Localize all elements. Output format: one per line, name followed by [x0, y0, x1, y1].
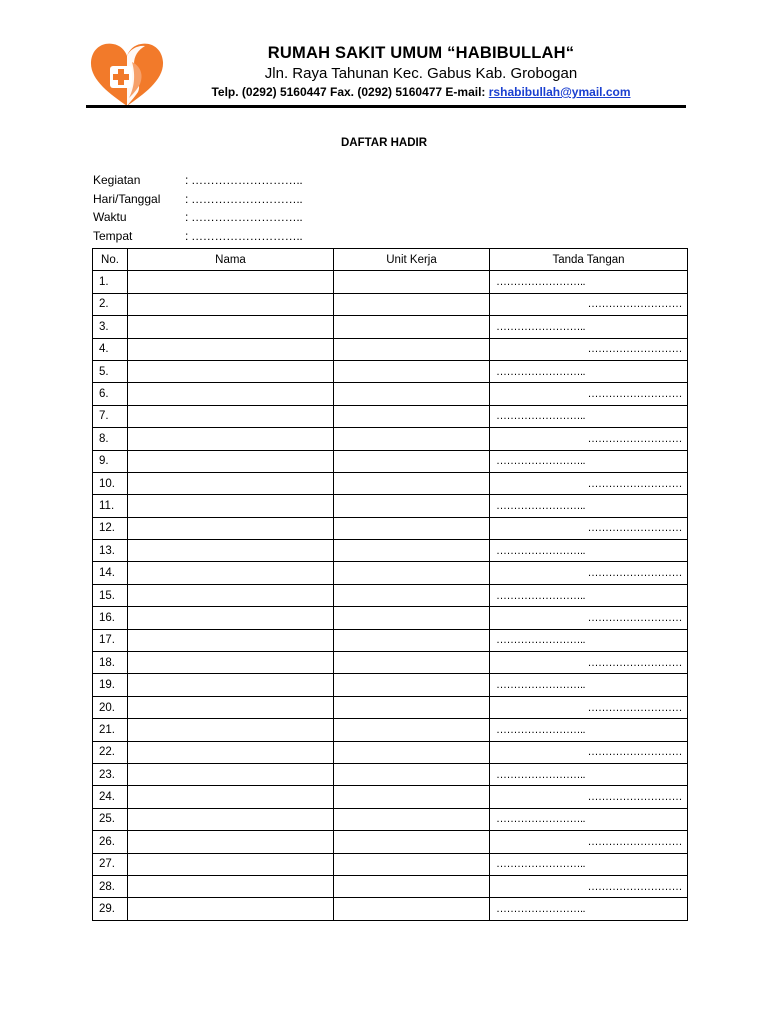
unit-cell[interactable]	[334, 472, 490, 494]
name-cell[interactable]	[128, 517, 334, 539]
row-number: 17.	[93, 629, 128, 651]
name-cell[interactable]	[128, 562, 334, 584]
signature-cell[interactable]: ………………………	[490, 607, 688, 629]
table-row	[93, 652, 688, 674]
info-label: Waktu	[93, 210, 127, 224]
unit-cell[interactable]	[334, 517, 490, 539]
table-row	[93, 831, 688, 853]
table-row	[93, 338, 688, 360]
signature-cell[interactable]: ………………………	[490, 472, 688, 494]
name-cell[interactable]	[128, 540, 334, 562]
unit-cell[interactable]	[334, 540, 490, 562]
unit-cell[interactable]	[334, 719, 490, 741]
row-number: 25.	[93, 808, 128, 830]
hospital-name: RUMAH SAKIT UMUM “HABIBULLAH“	[267, 44, 575, 62]
row-number: 15.	[93, 584, 128, 606]
info-fields	[93, 173, 302, 247]
signature-cell[interactable]: ………………………	[490, 786, 688, 808]
unit-cell[interactable]	[334, 293, 490, 315]
row-number: 9.	[93, 450, 128, 472]
row-number: 11.	[93, 495, 128, 517]
row-number: 2.	[93, 293, 128, 315]
name-cell[interactable]	[128, 338, 334, 360]
name-cell[interactable]	[128, 383, 334, 405]
table-row	[93, 763, 688, 785]
unit-cell[interactable]	[334, 763, 490, 785]
signature-cell[interactable]: ………………………	[490, 517, 688, 539]
unit-cell[interactable]	[334, 584, 490, 606]
row-number: 26.	[93, 831, 128, 853]
name-cell[interactable]	[128, 293, 334, 315]
name-cell[interactable]	[128, 495, 334, 517]
table-row	[93, 584, 688, 606]
unit-cell[interactable]	[334, 629, 490, 651]
name-cell[interactable]	[128, 696, 334, 718]
signature-cell[interactable]: ……………………..	[490, 450, 688, 472]
table-row	[93, 405, 688, 427]
row-number: 20.	[93, 696, 128, 718]
table-row	[93, 316, 688, 338]
table-row	[93, 607, 688, 629]
row-number: 29.	[93, 898, 128, 920]
row-number: 12.	[93, 517, 128, 539]
attendance-table	[92, 248, 688, 921]
signature-cell[interactable]: ………………………	[490, 875, 688, 897]
name-cell[interactable]	[128, 831, 334, 853]
table-body	[93, 271, 688, 920]
unit-cell[interactable]	[334, 831, 490, 853]
name-cell[interactable]	[128, 405, 334, 427]
info-label: Hari/Tanggal	[93, 191, 161, 206]
info-value[interactable]: : ………………………..	[185, 173, 303, 187]
info-row-hari-tanggal	[93, 192, 302, 211]
name-cell[interactable]	[128, 472, 334, 494]
table-row	[93, 293, 688, 315]
name-cell[interactable]	[128, 853, 334, 875]
signature-cell[interactable]: ……………………..	[490, 808, 688, 830]
row-number: 21.	[93, 719, 128, 741]
table-row	[93, 495, 688, 517]
row-number: 1.	[93, 271, 128, 293]
info-value[interactable]: : ………………………..	[185, 228, 303, 243]
row-number: 24.	[93, 786, 128, 808]
signature-cell[interactable]: ………………………	[490, 652, 688, 674]
unit-cell[interactable]	[334, 495, 490, 517]
table-row	[93, 383, 688, 405]
signature-cell[interactable]: ……………………..	[490, 629, 688, 651]
row-number: 28.	[93, 875, 128, 897]
table-row	[93, 428, 688, 450]
unit-cell[interactable]	[334, 652, 490, 674]
name-cell[interactable]	[128, 629, 334, 651]
unit-cell[interactable]	[334, 696, 490, 718]
email-link[interactable]: rshabibullah@ymail.com	[488, 85, 631, 99]
unit-cell[interactable]	[334, 383, 490, 405]
table-row	[93, 808, 688, 830]
table-row	[93, 450, 688, 472]
signature-cell[interactable]: ……………………..	[490, 540, 688, 562]
table-row	[93, 741, 688, 763]
row-number: 6.	[93, 383, 128, 405]
table-row	[93, 472, 688, 494]
row-number: 7.	[93, 405, 128, 427]
table-row	[93, 562, 688, 584]
info-row-tempat	[93, 229, 302, 248]
unit-cell[interactable]	[334, 360, 490, 382]
row-number: 23.	[93, 763, 128, 785]
table-row	[93, 674, 688, 696]
signature-cell[interactable]: ………………………	[490, 562, 688, 584]
unit-cell[interactable]	[334, 338, 490, 360]
unit-cell[interactable]	[334, 741, 490, 763]
unit-cell[interactable]	[334, 875, 490, 897]
row-number: 3.	[93, 316, 128, 338]
row-number: 27.	[93, 853, 128, 875]
unit-cell[interactable]	[334, 853, 490, 875]
signature-cell[interactable]: ……………………..	[490, 271, 688, 293]
name-cell[interactable]	[128, 607, 334, 629]
info-value[interactable]: : ………………………..	[185, 191, 303, 206]
header-divider	[86, 105, 686, 108]
name-cell[interactable]	[128, 719, 334, 741]
row-number: 18.	[93, 652, 128, 674]
hospital-address: Jln. Raya Tahunan Kec. Gabus Kab. Grobogan	[264, 65, 578, 82]
table-row	[93, 271, 688, 293]
signature-cell[interactable]: ……………………..	[490, 584, 688, 606]
info-label: Tempat	[93, 228, 133, 243]
name-cell[interactable]	[128, 316, 334, 338]
unit-cell[interactable]	[334, 786, 490, 808]
signature-cell[interactable]: ……………………..	[490, 763, 688, 785]
row-number: 16.	[93, 607, 128, 629]
name-cell[interactable]	[128, 674, 334, 696]
column-header-unit-kerja: Unit Kerja	[334, 249, 490, 271]
name-cell[interactable]	[128, 808, 334, 830]
signature-cell[interactable]: ……………………..	[490, 495, 688, 517]
table-row	[93, 719, 688, 741]
signature-cell[interactable]: ……………………..	[490, 674, 688, 696]
signature-cell[interactable]: ……………………..	[490, 898, 688, 920]
unit-cell[interactable]	[334, 674, 490, 696]
name-cell[interactable]	[128, 584, 334, 606]
signature-cell[interactable]: ……………………..	[490, 853, 688, 875]
signature-cell[interactable]: ………………………	[490, 338, 688, 360]
name-cell[interactable]	[128, 763, 334, 785]
unit-cell[interactable]	[334, 316, 490, 338]
hospital-contact	[176, 85, 666, 99]
unit-cell[interactable]	[334, 405, 490, 427]
name-cell[interactable]	[128, 450, 334, 472]
row-number: 14.	[93, 562, 128, 584]
name-cell[interactable]	[128, 875, 334, 897]
unit-cell[interactable]	[334, 271, 490, 293]
table-row	[93, 540, 688, 562]
name-cell[interactable]	[128, 898, 334, 920]
info-row-waktu	[93, 210, 302, 229]
signature-cell[interactable]: ……………………..	[490, 360, 688, 382]
table-row	[93, 696, 688, 718]
table-row	[93, 360, 688, 382]
unit-cell[interactable]	[334, 808, 490, 830]
name-cell[interactable]	[128, 360, 334, 382]
document-title: DAFTAR HADIR	[340, 137, 428, 149]
signature-cell[interactable]: ……………………..	[490, 316, 688, 338]
name-cell[interactable]	[128, 652, 334, 674]
signature-cell[interactable]: ………………………	[490, 428, 688, 450]
name-cell[interactable]	[128, 428, 334, 450]
row-number: 10.	[93, 472, 128, 494]
column-header-tanda-tangan: Tanda Tangan	[490, 249, 688, 271]
signature-cell[interactable]: ………………………	[490, 383, 688, 405]
row-number: 8.	[93, 428, 128, 450]
unit-cell[interactable]	[334, 607, 490, 629]
name-cell[interactable]	[128, 271, 334, 293]
info-row-kegiatan	[93, 173, 302, 192]
signature-cell[interactable]: ………………………	[490, 293, 688, 315]
table-header-row	[93, 249, 688, 271]
row-number: 22.	[93, 741, 128, 763]
contact-text: Telp. (0292) 5160447 Fax. (0292) 5160477 E-mail:	[211, 85, 489, 99]
column-header-nama: Nama	[128, 249, 334, 271]
signature-cell[interactable]: ……………………..	[490, 405, 688, 427]
unit-cell[interactable]	[334, 428, 490, 450]
signature-cell[interactable]: ………………………	[490, 831, 688, 853]
signature-cell[interactable]: ………………………	[490, 696, 688, 718]
row-number: 19.	[93, 674, 128, 696]
info-label: Kegiatan	[93, 173, 141, 187]
unit-cell[interactable]	[334, 450, 490, 472]
unit-cell[interactable]	[334, 562, 490, 584]
row-number: 4.	[93, 338, 128, 360]
unit-cell[interactable]	[334, 898, 490, 920]
hospital-logo-icon	[88, 40, 166, 110]
table-row	[93, 898, 688, 920]
row-number: 13.	[93, 540, 128, 562]
row-number: 5.	[93, 360, 128, 382]
signature-cell[interactable]: ……………………..	[490, 719, 688, 741]
table-row	[93, 629, 688, 651]
table-row	[93, 517, 688, 539]
info-value[interactable]: : ………………………..	[185, 210, 303, 224]
table-row	[93, 853, 688, 875]
name-cell[interactable]	[128, 786, 334, 808]
column-header-no: No.	[93, 249, 128, 271]
table-row	[93, 786, 688, 808]
table-row	[93, 875, 688, 897]
signature-cell[interactable]: ………………………	[490, 741, 688, 763]
name-cell[interactable]	[128, 741, 334, 763]
